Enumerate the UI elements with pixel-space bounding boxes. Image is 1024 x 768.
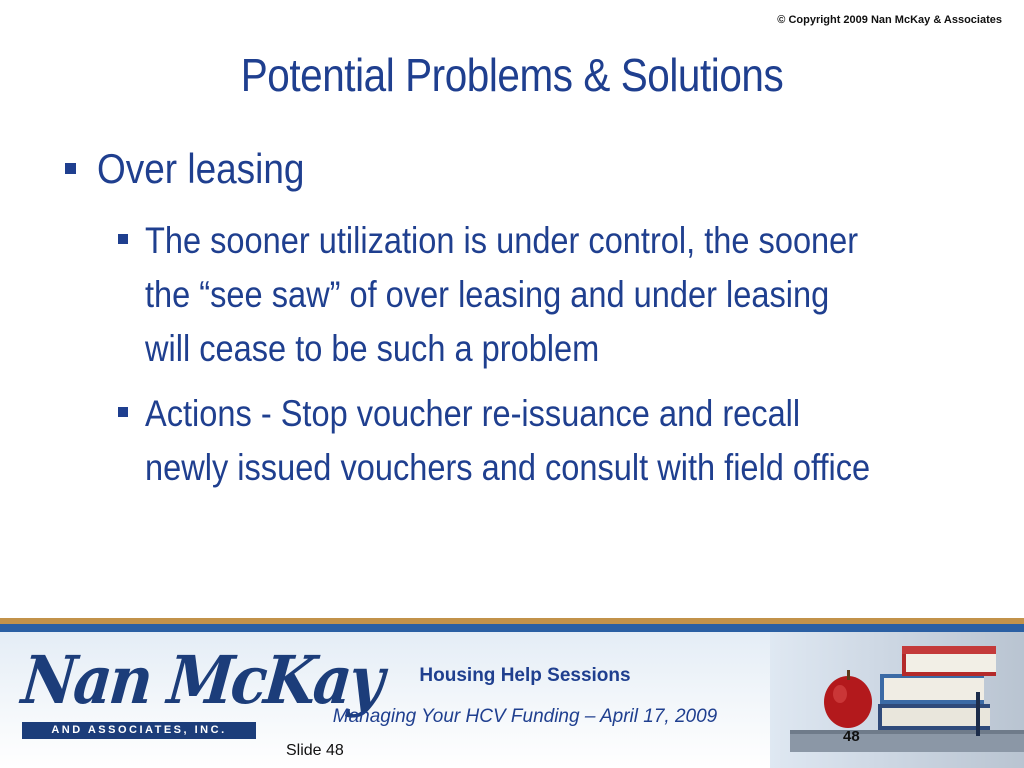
footer-stripe-blue [0,624,1024,632]
bullet-level2 [118,387,978,495]
bullet-text: Actions - Stop voucher re-issuance and recall newly issued vouchers and consult with field office [145,393,871,488]
slide-number-label: Slide 48 [286,742,344,759]
apple-books-illustration [770,632,1024,768]
copyright-notice: © Copyright 2009 Nan McKay & Associates [777,14,1002,26]
bullet-text: The sooner utilization is under control, the sooner the “see saw” of over leasing and under leasing will cease to be such a problem [145,220,859,369]
bullet-level1 [65,142,333,196]
apple-books-icon [770,632,1024,768]
footer-title: Housing Help Sessions [419,665,631,686]
bullet-level2 [118,214,978,376]
footer-subtitle: Managing Your HCV Funding – April 17, 2009 [332,706,718,727]
logo-tagline: AND ASSOCIATES, INC. [22,722,256,739]
square-bullet-icon [118,407,128,417]
square-bullet-icon [65,163,76,174]
page-number: 48 [843,728,860,745]
slide-title: Potential Problems & Solutions [240,49,784,101]
logo-script: Nan McKay [18,641,385,719]
square-bullet-icon [118,234,128,244]
bullet-text: Over leasing [97,145,305,192]
